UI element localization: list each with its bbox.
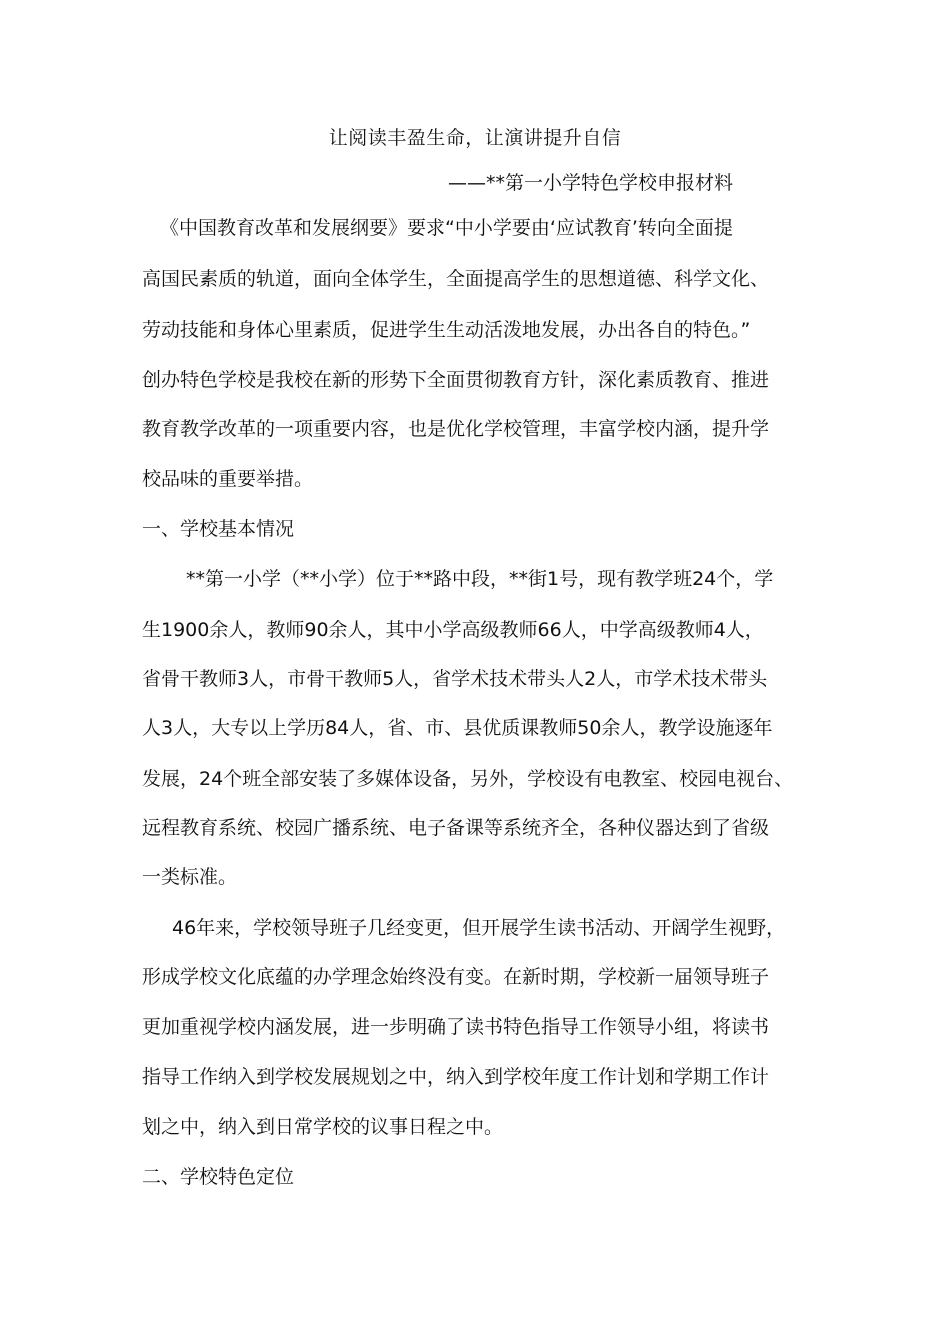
paragraph-3-line-2: 形成学校文化底蕴的办学理念始终没有变。在新时期，学校新一届领导班子 bbox=[142, 966, 770, 988]
paragraph-2-line-3: 省骨干教师3人，市骨干教师5人，省学术技术带头人2人，市学术技术带头 bbox=[142, 668, 768, 690]
paragraph-2-line-2: 生1900余人，教师90余人，其中小学高级教师66人，中学高级教师4人， bbox=[142, 619, 764, 641]
paragraph-2-line-1: **第一小学（**小学）位于**路中段，**街1号，现有教学班24个，学 bbox=[186, 568, 774, 590]
paragraph-1-line-1: 《中国教育改革和发展纲要》要求“中小学要由‘应试教育’转向全面提 bbox=[160, 217, 733, 239]
section-heading-2: 二、学校特色定位 bbox=[142, 1166, 295, 1188]
paragraph-1-line-5: 教育教学改革的一项重要内容，也是优化学校管理，丰富学校内涵，提升学 bbox=[142, 418, 770, 440]
paragraph-3-line-5: 划之中，纳入到日常学校的议事日程之中。 bbox=[142, 1116, 504, 1138]
paragraph-2-line-5: 发展，24个班全部安装了多媒体设备，另外，学校设有电教室、校园电视台、 bbox=[142, 768, 794, 790]
document-subtitle: ——**第一小学特色学校申报材料 bbox=[448, 172, 734, 194]
paragraph-1-line-6: 校品味的重要举措。 bbox=[142, 468, 314, 490]
document-title: 让阅读丰盈生命，让演讲提升自信 bbox=[328, 127, 622, 149]
paragraph-2-line-6: 远程教育系统、校园广播系统、电子备课等系统齐全，各种仪器达到了省级 bbox=[142, 817, 770, 839]
section-heading-1: 一、学校基本情况 bbox=[142, 518, 295, 540]
paragraph-1-line-4: 创办特色学校是我校在新的形势下全面贯彻教育方针，深化素质教育、推进 bbox=[142, 369, 770, 391]
paragraph-2-line-7: 一类标准。 bbox=[142, 866, 238, 888]
paragraph-1-line-2: 高国民素质的轨道，面向全体学生，全面提高学生的思想道德、科学文化、 bbox=[142, 268, 770, 290]
paragraph-2-line-4: 人3人，大专以上学历84人，省、市、县优质课教师50余人，教学设施逐年 bbox=[142, 717, 773, 739]
paragraph-3-line-1: 46年来，学校领导班子几经变更，但开展学生读书活动、开阔学生视野， bbox=[172, 917, 786, 939]
paragraph-3-line-3: 更加重视学校内涵发展，进一步明确了读书特色指导工作领导小组，将读书 bbox=[142, 1016, 770, 1038]
paragraph-1-line-3: 劳动技能和身体心里素质，促进学生生动活泼地发展，办出各自的特色。” bbox=[142, 319, 751, 341]
paragraph-3-line-4: 指导工作纳入到学校发展规划之中，纳入到学校年度工作计划和学期工作计 bbox=[142, 1066, 770, 1088]
